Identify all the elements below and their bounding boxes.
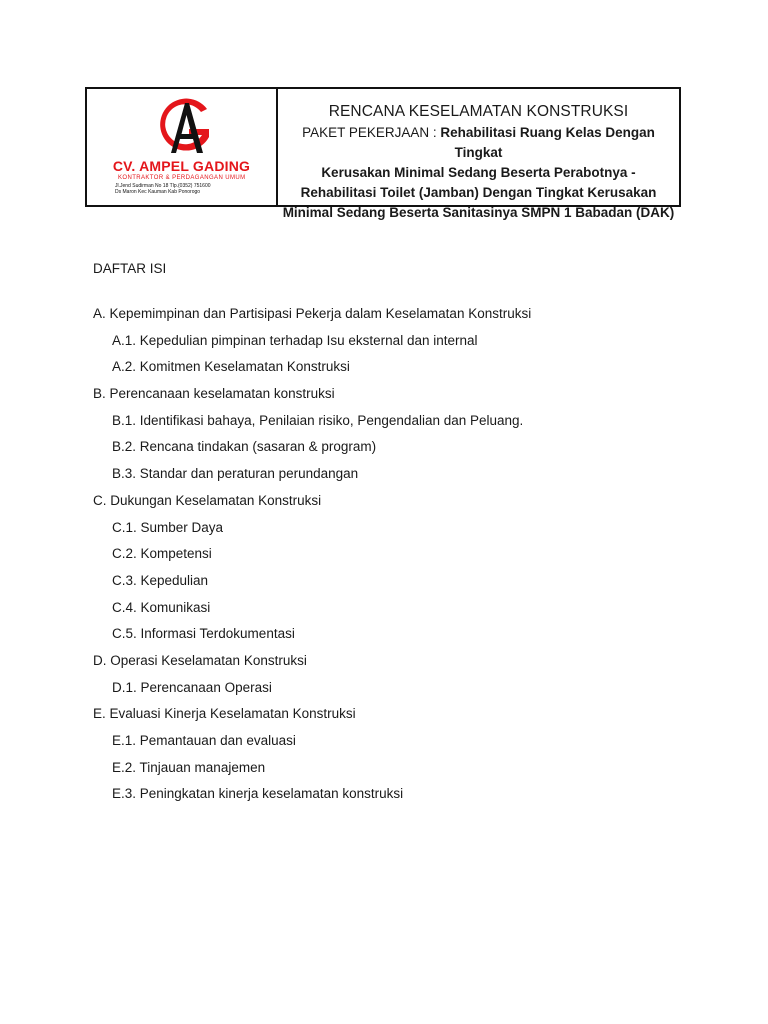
ag-monogram-icon (149, 97, 219, 157)
toc-subsection: C.4. Komunikasi (112, 599, 211, 615)
package-label: PAKET PEKERJAAN : (302, 125, 437, 140)
package-description (282, 123, 675, 223)
package-line-3: Rehabilitasi Toilet (Jamban) Dengan Tingkat Kerusakan (300, 185, 657, 200)
toc-subsection: C.3. Kepedulian (112, 572, 209, 588)
package-line-2: Kerusakan Minimal Sedang Beserta Perabotnya - (321, 165, 636, 180)
toc-subsection: C.1. Sumber Daya (112, 519, 224, 535)
package-line (282, 123, 675, 163)
toc-subsection: E.2. Tinjauan manajemen (112, 759, 266, 775)
company-logo (87, 89, 278, 205)
toc-section: B. Perencanaan keselamatan konstruksi (93, 386, 335, 402)
address-line: Ds Maron Kec Kauman Kab Ponorogo (115, 189, 201, 195)
document-title: RENCANA KESELAMATAN KONSTRUKSI (328, 103, 629, 120)
toc-section: D. Operasi Keselamatan Konstruksi (93, 652, 307, 668)
toc-subsection: C.2. Kompetensi (112, 546, 212, 562)
package-line-1: Rehabilitasi Ruang Kelas Dengan Tingkat (440, 125, 655, 160)
company-subtitle: KONTRAKTOR & PERDAGANGAN UMUM (118, 175, 246, 181)
package-line-4: Minimal Sedang Beserta Sanitasinya SMPN 1 Babadan (DAK) (282, 205, 675, 220)
toc-subsection: D.1. Perencanaan Operasi (112, 679, 272, 695)
toc-subsection: A.1. Kepedulian pimpinan terhadap Isu eksternal dan internal (112, 332, 478, 348)
toc-subsection: A.2. Komitmen Keselamatan Konstruksi (112, 359, 350, 375)
title-block (278, 89, 679, 220)
toc-subsection: B.1. Identifikasi bahaya, Penilaian risiko, Pengendalian dan Peluang. (112, 412, 524, 428)
toc-subsection: E.3. Peningkatan kinerja keselamatan konstruksi (112, 786, 404, 802)
toc-heading: DAFTAR ISI (93, 261, 167, 276)
table-of-contents (93, 304, 693, 811)
company-address (115, 183, 211, 195)
document-header (85, 87, 681, 220)
toc-section: A. Kepemimpinan dan Partisipasi Pekerja dalam Keselamatan Konstruksi (93, 306, 532, 321)
toc-subsection: C.5. Informasi Terdokumentasi (112, 626, 295, 642)
toc-section: E. Evaluasi Kinerja Keselamatan Konstruksi (93, 706, 356, 722)
address-line: Jl.Jend Sudirman No 18 Tlp.(0352) 751600 (115, 183, 211, 189)
toc-section: C. Dukungan Keselamatan Konstruksi (93, 492, 322, 508)
toc-subsection: B.2. Rencana tindakan (sasaran & program) (112, 439, 377, 455)
toc-subsection: E.1. Pemantauan dan evaluasi (112, 733, 296, 748)
company-name: CV. AMPEL GADING (112, 158, 251, 174)
toc-subsection: B.3. Standar dan peraturan perundangan (112, 466, 359, 482)
